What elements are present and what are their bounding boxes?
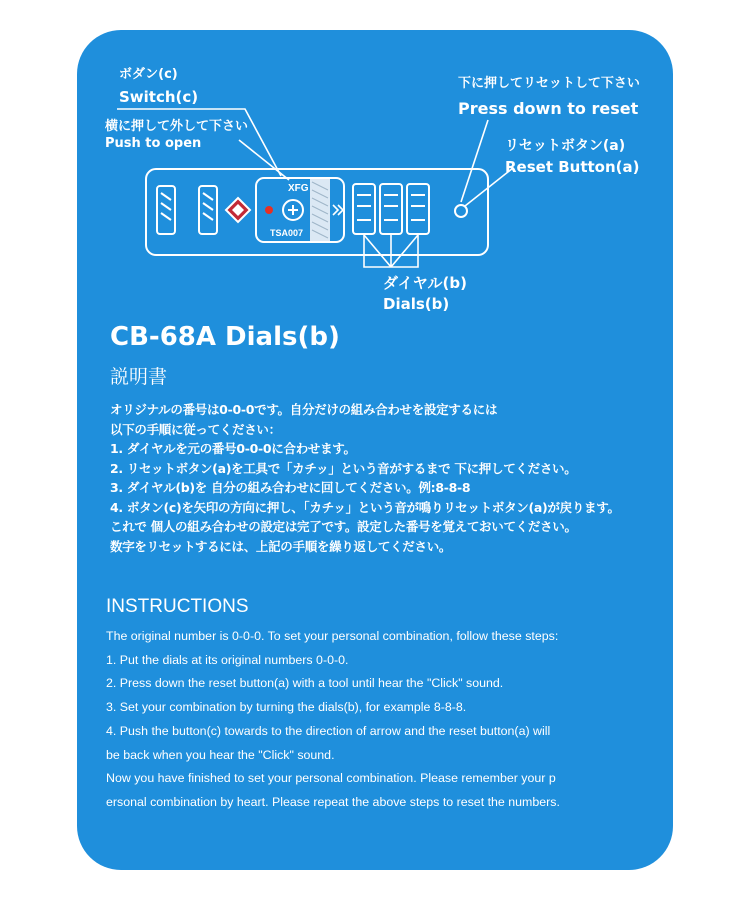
jp-line: 1. ダイヤルを元の番号0-0-0に合わせます。 — [110, 441, 356, 456]
en-line: The original number is 0-0-0. To set your personal combination, follow these steps: — [106, 629, 559, 643]
en-line: 1. Put the dials at its original numbers 0-0-0. — [106, 652, 349, 667]
tsa-diamond-icon — [226, 198, 250, 222]
en-line: 3. Set your combination by turning the dials(b), for example 8-8-8. — [106, 700, 467, 715]
product-title: CB-68A Dials(b) — [110, 322, 340, 352]
en-line: 4. Push the button(c) towards to the direction of arrow and the reset button(a) will — [106, 723, 551, 738]
lock-slot-left-2 — [199, 186, 217, 234]
lock-slot-left-1 — [157, 186, 175, 234]
manual-subtitle: 説明書 — [110, 366, 168, 388]
press-reset-label-en: Press down to reset — [458, 99, 639, 118]
en-line: 2. Press down the reset button(a) with a tool until hear the "Click" sound. — [106, 676, 504, 691]
reset-button-hole — [455, 205, 467, 217]
jp-line: これで 個人の組み合わせの設定は完了です。設定した番号を覚えておいてください。 — [110, 519, 577, 534]
en-line: Now you have finished to set your personal combination. Please remember your p — [106, 771, 556, 786]
instruction-card — [77, 30, 673, 870]
lock-model-mark: TSA007 — [270, 228, 304, 238]
lock-brand-mark: XFG — [288, 183, 309, 194]
instructions-heading: INSTRUCTIONS — [106, 596, 249, 617]
jp-line: 4. ボタン(c)を矢印の方向に押し、「カチッ」という音が鳴りリセットボタン(a)が戻ります。 — [110, 499, 620, 515]
reset-button-label-jp: リセットボタン(a) — [505, 138, 626, 154]
press-reset-label-jp: 下に押してリセットして下さい — [458, 76, 640, 91]
direction-arrow-icon — [333, 205, 343, 215]
en-line: ersonal combination by heart. Please repeat the above steps to reset the numbers. — [106, 794, 560, 809]
dials-label-en: Dials(b) — [383, 295, 450, 313]
switch-label-en: Switch(c) — [119, 88, 199, 106]
push-open-label-en: Push to open — [105, 136, 202, 151]
jp-line: オリジナルの番号は0-0-0です。自分だけの組み合わせを設定するには — [110, 402, 498, 417]
en-line: be back when you hear the "Click" sound. — [106, 747, 335, 762]
red-indicator-dot — [265, 206, 273, 214]
jp-line: 以下の手順に従ってください： — [110, 421, 281, 437]
push-open-label-jp: 横に押して外して下さい — [105, 119, 249, 134]
japanese-instructions — [110, 400, 670, 556]
jp-line: 2. リセットボタン(a)を工具で「カチッ」という音がするまで 下に押してください。 — [110, 460, 577, 476]
reset-button-label-en: Reset Button(a) — [505, 158, 640, 176]
jp-line: 数字をリセットするには、上記の手順を繰り返してください。 — [110, 538, 452, 554]
dials-label-jp: ダイヤル(b) — [383, 274, 467, 292]
english-instructions — [106, 625, 646, 815]
jp-line: 3. ダイヤル(b)を 自分の組み合わせに回してください。例:8-8-8 — [110, 480, 471, 495]
switch-label-jp: ボダン(c) — [119, 67, 178, 82]
combination-dials — [353, 184, 429, 234]
